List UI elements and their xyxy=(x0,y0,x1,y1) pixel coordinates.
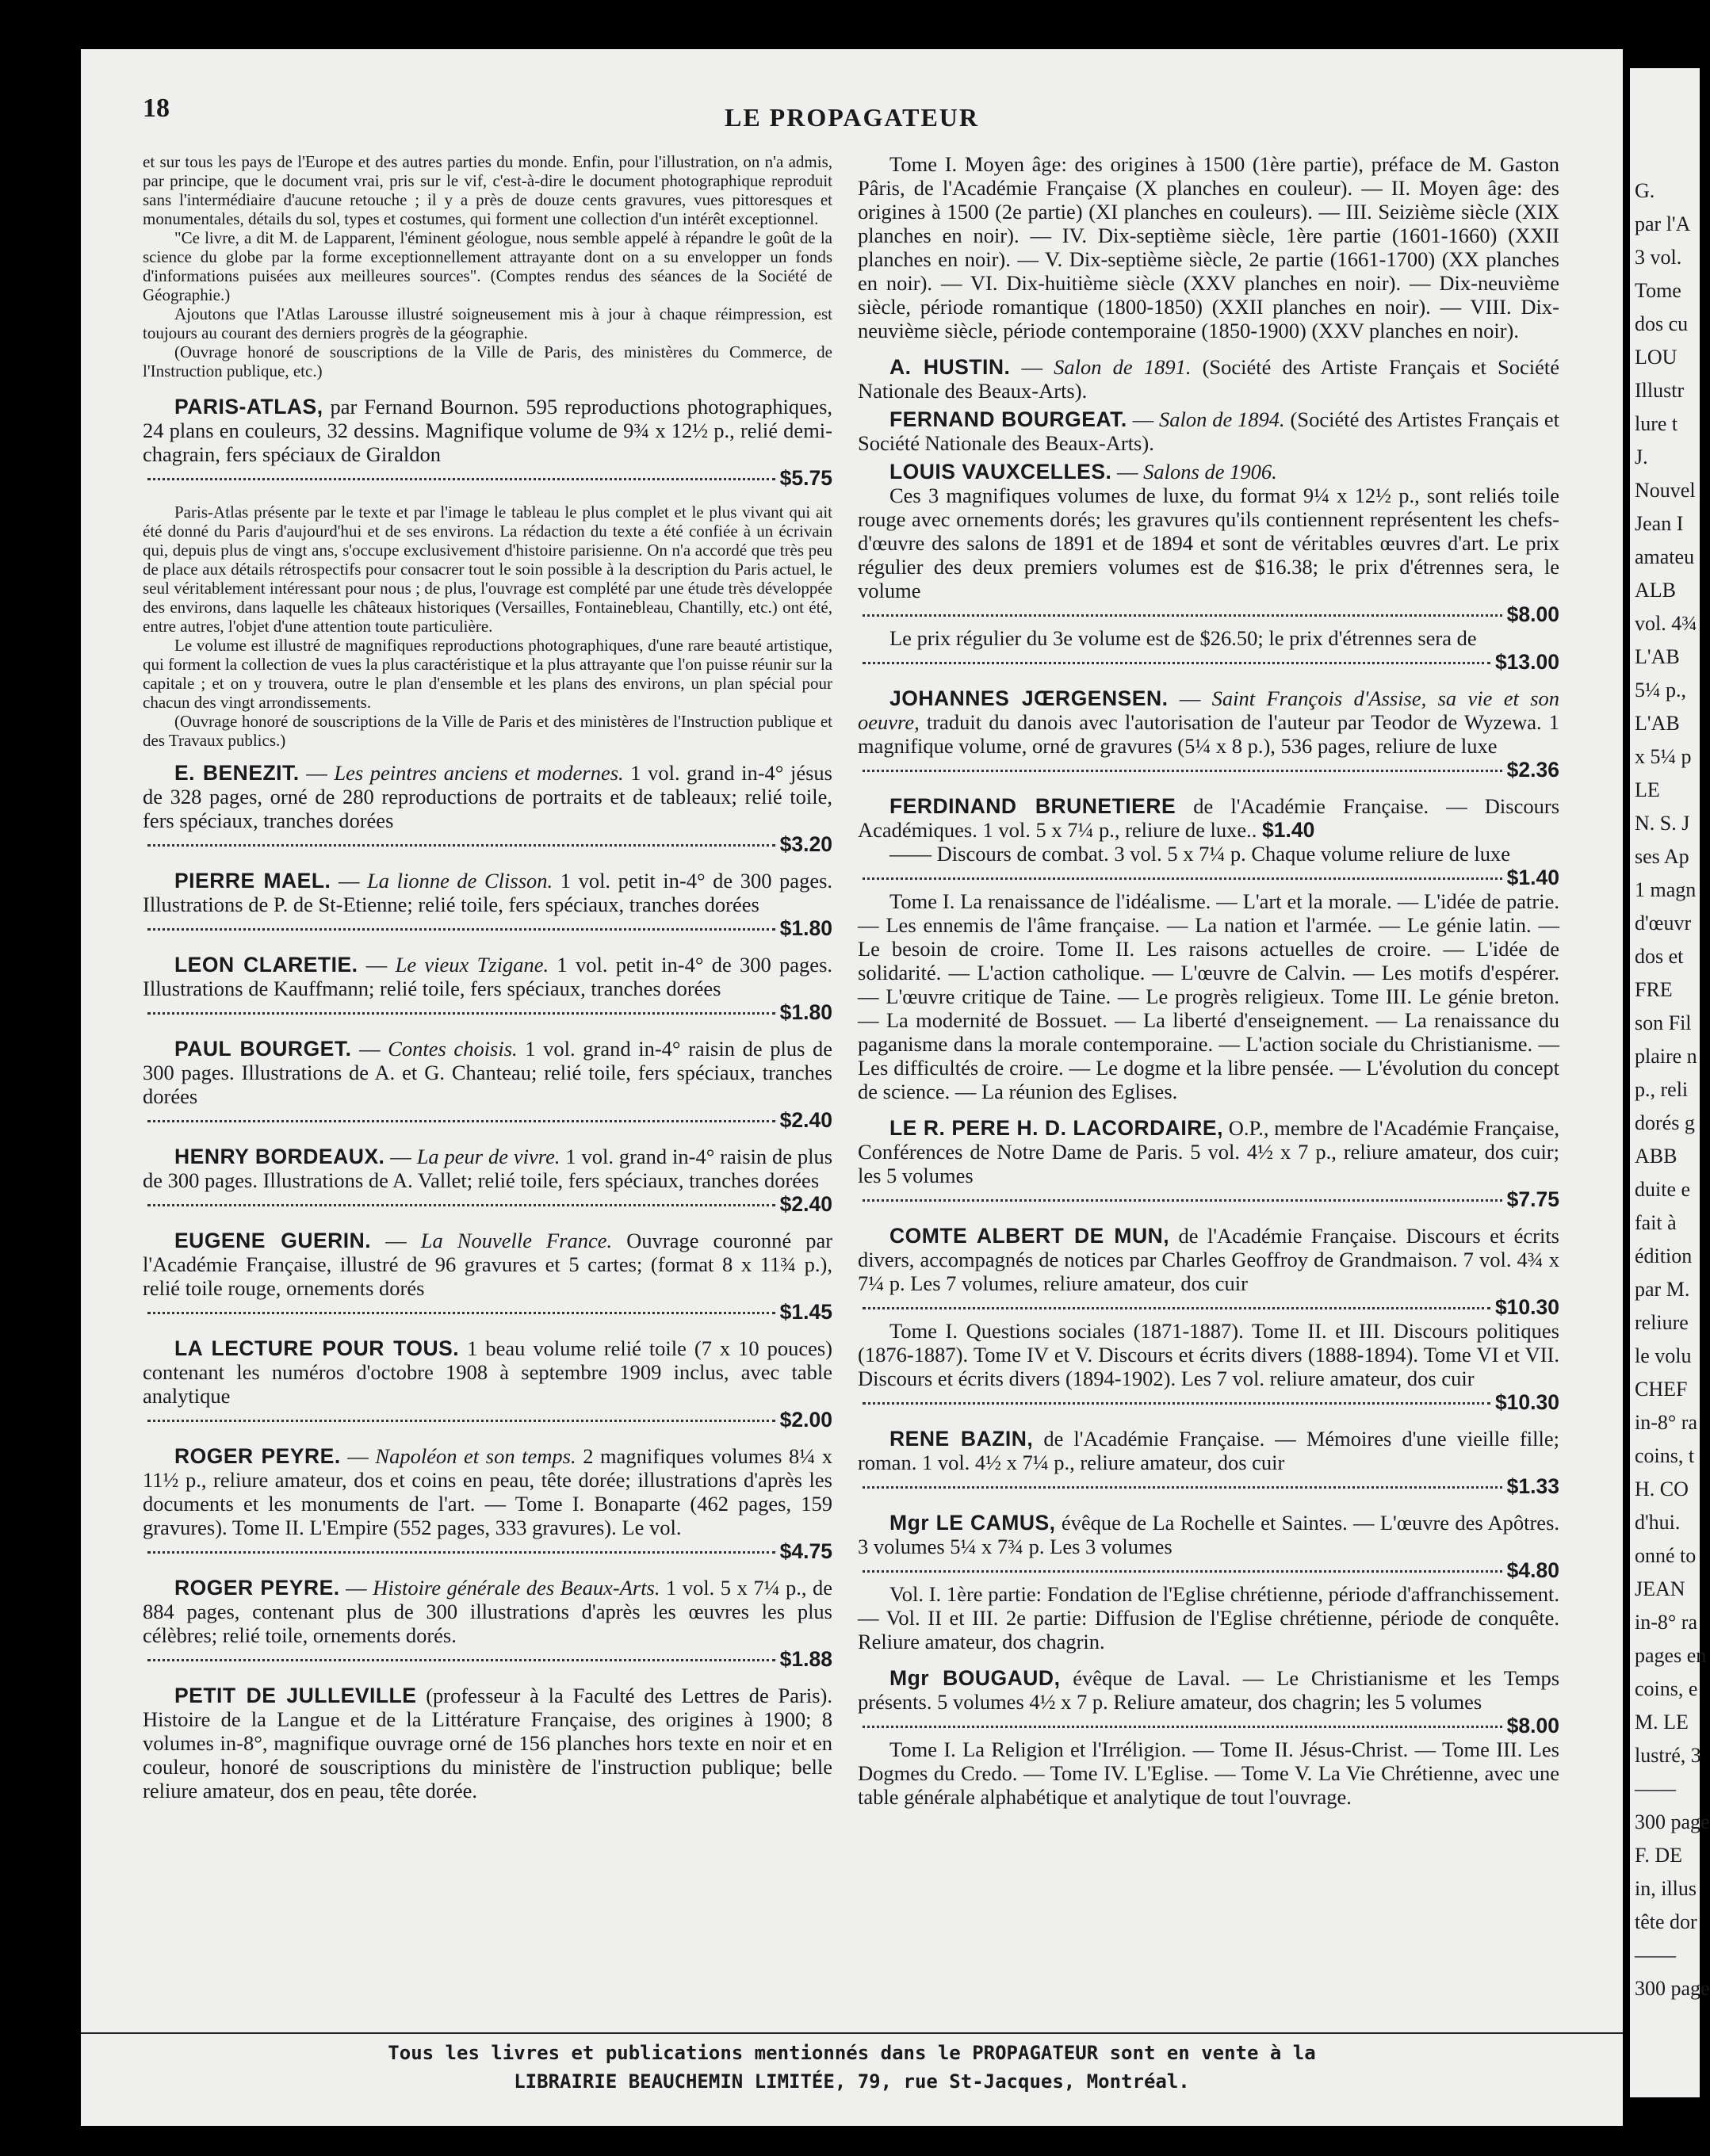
tomes-text: Tome I. Moyen âge: des origines à 1500 (1ère partie), préface de M. Gaston Pâris, de l'Académie Française (X planches en couleur). — II. Moyen âge: des origines à 1500 (2e partie) (XI planches en couleurs). — III. Seizième siècle (XIX planches en noir). — IV. Dix-septième siècle, 1ère partie (1601-1660) (XXII planches en noir). — V. Dix-septième siècle, 2e partie (1661-1700) (XX planches en noir). — VI. Dix-huitième siècle (XXV planches en noir). — Dix-neuvième siècle, période romantique (1800-1850) (XXII planches en noir). — VIII. Dix-neuvième siècle, période contemporaine (1850-1900) (XXV planches en noir). xyxy=(858,152,1559,342)
entry-text: 1 vol. 5 x 7¼ p., de 884 pages, contenant plus de 300 illustrations d'après les œuvres les plus célèbres; relié toile, ornements dorés. xyxy=(143,1576,833,1647)
book-title: La peur de vivre. xyxy=(416,1145,560,1168)
book-entry: ROGER PEYRE. — Histoire générale des Beaux-Arts. 1 vol. 5 x 7¼ p., de 884 pages, contenant plus de 300 illustrations d'après les œuvres les plus célèbres; relié toile, ornements dorés. $1.88 xyxy=(143,1576,833,1671)
price: $4.75 xyxy=(779,1539,832,1563)
footer-line: LIBRAIRIE BEAUCHEMIN LIMITÉE, 79, rue St-Jacques, Montréal. xyxy=(514,2070,1190,2093)
entry-text: de l'Académie Française. Discours et écrits divers, accompagnés de notices par Charles Geoffroy de Grandmaison. 7 vol. 4¾ x 7¼ p. Les 7 volumes, reliure amateur, dos cuir xyxy=(858,1224,1559,1295)
next-page-fragment: coins, e xyxy=(1635,1677,1698,1700)
book-title: Salons de 1906. xyxy=(1143,460,1277,484)
desc-paragraph: Le volume est illustré de magnifiques reproductions photographiques, d'une rare beauté artistique, qui forment la collection de vues la plus caractéristique et la plus attrayante que l'on puisse réunir sur la capitale ; et on y trouvera, outre le plan d'ensemble et les plans des environs, un plan spécial pour chacun des vingt arrondissements. xyxy=(143,636,832,712)
tomes-text: Tome I. La Religion et l'Irréligion. — Tome II. Jésus-Christ. — Tome III. Les Dogmes du Credo. — Tome IV. L'Eglise. — Tome V. La Vie Chrétienne, avec une table générale alphabétique et analytique de tout l'ouvrage. xyxy=(858,1737,1559,1809)
price: $13.00 xyxy=(1494,650,1559,674)
next-page-fragment: coins, t xyxy=(1635,1444,1695,1467)
next-page-fragment: Tome xyxy=(1635,279,1681,302)
author-name: PETIT DE JULLEVILLE xyxy=(174,1684,417,1707)
price: $2.00 xyxy=(779,1408,832,1432)
author-name: EUGENE GUERIN. xyxy=(174,1229,372,1252)
book-title: Napoléon et son temps. xyxy=(375,1444,576,1468)
next-page-fragment: édition xyxy=(1635,1244,1693,1267)
author-name: E. BENEZIT. xyxy=(174,761,300,785)
price: $7.75 xyxy=(1506,1187,1559,1211)
price: $10.30 xyxy=(1494,1390,1559,1414)
next-page-fragment: Nouvel xyxy=(1635,479,1696,502)
book-entry: LEON CLARETIE. — Le vieux Tzigane. 1 vol. petit in-4° de 300 pages. Illustrations de Kauffmann; relié toile, fers spéciaux, tranches dorées $1.80 xyxy=(143,953,833,1024)
entry-text: par Fernand Bournon. 595 reproductions photographiques, 24 plans en couleurs, 32 dessins. Magnifique volume de 9¾ x 12½ p., relié demi-chagrain, fers spéciaux de Giraldon xyxy=(143,395,833,466)
page-number: 18 xyxy=(143,94,170,123)
footer-rule xyxy=(81,2032,1623,2034)
book-entry xyxy=(143,395,832,490)
author-name: PIERRE MAEL. xyxy=(174,869,331,893)
next-page-fragment: 3 vol. xyxy=(1635,246,1682,269)
entry-text: 2 magnifiques volumes 8¼ x 11½ p., reliure amateur, dos et coins en peau, tête dorée; illustrations d'après les documents et les monuments de l'art. — Tome I. Bonaparte (462 pages, 159 gravures). Tome II. L'Empire (552 pages, 333 gravures). Le vol. xyxy=(143,1444,833,1539)
next-page-fragment: in-8° ra xyxy=(1635,1411,1697,1434)
price: $4.80 xyxy=(1506,1558,1559,1582)
next-page-fragment: Illustr xyxy=(1635,379,1685,402)
book-entry xyxy=(858,1427,1559,1498)
next-page-fragment: d'hui. xyxy=(1635,1511,1681,1534)
book-entry: JOHANNES JŒRGENSEN. — Saint François d'Assise, sa vie et son oeuvre, traduit du danois avec l'autorisation de l'auteur par Teodor de Wyzewa. 1 magnifique volume, orné de gravures (5¼ x 8 p.), 536 pages, reliure de luxe $2.36 xyxy=(858,686,1560,782)
price: $5.75 xyxy=(779,466,832,490)
next-page-fragment: dorés g xyxy=(1635,1111,1695,1134)
tomes-text: Tome I. Questions sociales (1871-1887). Tome II. et III. Discours politiques (1876-1887). Tome IV et V. Discours et écrits divers (1888-1894). Tome VI et VII. Discours et écrits divers (1894-1902). Les 7 vol. reliure amateur, dos cuir xyxy=(858,1319,1559,1390)
next-page-fragment: LE xyxy=(1635,778,1660,801)
price: $1.33 xyxy=(1506,1474,1559,1498)
book-entry: E. BENEZIT. — Les peintres anciens et modernes. 1 vol. grand in-4° jésus de 328 pages, orné de 280 reproductions de portraits et de tableaux; relié toile, fers spéciaux, tranches dorées $3.20 xyxy=(143,761,832,856)
price: $8.00 xyxy=(1506,602,1559,626)
book-entry: EUGENE GUERIN. — La Nouvelle France. Ouvrage couronné par l'Académie Française, illustré de 96 gravures et 5 cartes; (format 8 x 11¾ p.), relié toile rouge, ornements dorés $1.45 xyxy=(143,1229,833,1324)
next-page-fragment: F. DE xyxy=(1635,1844,1683,1867)
price: $10.30 xyxy=(1494,1295,1559,1319)
next-page-fragment: H. CO xyxy=(1635,1477,1689,1500)
entry-text: traduit du danois avec l'autorisation de l'auteur par Teodor de Wyzewa. 1 magnifique volume, orné de gravures (5¼ x 8 p.), 536 pages, reliure de luxe xyxy=(858,710,1560,758)
price: $2.40 xyxy=(779,1192,832,1216)
next-page-fragment: p., reli xyxy=(1635,1078,1689,1101)
next-page-edge xyxy=(1630,68,1710,2097)
price: $1.40 xyxy=(1262,818,1315,842)
next-page-fragment: ses Ap xyxy=(1635,845,1689,868)
book-title: Salon de 1894. xyxy=(1158,407,1285,431)
author-name: LE R. PERE H. D. LACORDAIRE, xyxy=(889,1116,1223,1140)
paris-atlas-description xyxy=(143,503,832,750)
tomes-list xyxy=(858,152,1559,342)
author-name: HENRY BORDEAUX. xyxy=(174,1145,385,1168)
next-page-fragment: amateu xyxy=(1635,545,1695,568)
next-page-fragment: onné to xyxy=(1635,1544,1697,1567)
next-page-fragment: G. xyxy=(1635,179,1655,202)
author-name: Mgr BOUGAUD, xyxy=(889,1666,1061,1690)
entry-text: —— Discours de combat. 3 vol. 5 x 7¼ p. Chaque volume reliure de luxe xyxy=(889,842,1511,866)
next-page-fragment: in, illus xyxy=(1635,1877,1697,1900)
entry-text: 1 vol. grand in-4° raisin de plus de 300 pages. Illustrations de A. Vallet; relié toile, fers spéciaux, tranches dorées xyxy=(143,1145,833,1192)
intro-paragraph: et sur tous les pays de l'Europe et des autres parties du monde. Enfin, pour l'illustration, on n'a admis, par principe, que le document vrai, pris sur le vif, c'est-à-dire le document photographique reproduit sans l'intermédiaire d'aucune retouche ; il y a près de douze cents gravures, vues pittoresques et monumentales, détails du sol, types et costumes, qui forment une collection d'un intérêt exceptionnel. xyxy=(143,152,832,228)
next-page-fragment: reliure xyxy=(1635,1311,1689,1334)
book-entry: PAUL BOURGET. — Contes choisis. 1 vol. grand in-4° raisin de plus de 300 pages. Illustrations de A. et G. Chanteau; relié toile, fers spéciaux, tranches dorées $2.40 xyxy=(143,1037,833,1132)
next-page-fragment: son Fil xyxy=(1635,1011,1692,1034)
book-entry: A. HUSTIN. — Salon de 1891. (Société des Artiste Français et Société Nationale des Beaux-Arts). xyxy=(858,355,1559,403)
author-name: Mgr LE CAMUS, xyxy=(889,1511,1056,1535)
tomes-text: Vol. I. 1ère partie: Fondation de l'Eglise chrétienne, période d'affranchissement. — Vol. II et III. 2e partie: Diffusion de l'Eglise chrétienne, période de conquête. Reliure amateur, dos chagrin. xyxy=(858,1582,1559,1653)
entry-text: Ces 3 magnifiques volumes de luxe, du format 9¼ x 12½ p., sont reliés toile rouge avec ornements dorés; les gravures qu'ils contiennent représentent les chefs-d'œuvre des salons de 1891 et de 1894 et sont de véritables œuvres d'art. Le prix régulier des deux premiers volumes est de $16.38; le prix d'étrennes sera, le volume xyxy=(858,484,1559,602)
next-page-fragment: J. xyxy=(1635,445,1648,468)
next-page-fragment: plaire n xyxy=(1635,1045,1697,1068)
price: $2.40 xyxy=(779,1108,832,1132)
author-name: RENE BAZIN, xyxy=(889,1427,1034,1451)
book-title: Les peintres anciens et modernes. xyxy=(334,761,624,785)
book-entry xyxy=(858,1224,1559,1414)
next-page-fragment: 300 page xyxy=(1635,1977,1710,2000)
book-entry: FERNAND BOURGEAT. — Salon de 1894. (Société des Artistes Français et Société Nationale des Beaux-Arts). xyxy=(858,407,1560,455)
next-page-fragment: le volu xyxy=(1635,1344,1692,1367)
right-column xyxy=(858,152,1559,1822)
entry-text: 1 vol. petit in-4° de 300 pages. Illustrations de Kauffmann; relié toile, fers spéciaux, tranches dorées xyxy=(143,953,833,1000)
next-page-fragment: fait à xyxy=(1635,1211,1677,1234)
book-title: La Nouvelle France. xyxy=(420,1229,613,1252)
salons-description xyxy=(858,484,1559,674)
next-page-fragment: —— xyxy=(1635,1777,1676,1800)
price: $1.80 xyxy=(779,1000,832,1024)
next-page-fragment: N. S. J xyxy=(1635,812,1690,835)
author-name: FERDINAND BRUNETIERE xyxy=(889,794,1176,818)
author-name: PAUL BOURGET. xyxy=(174,1037,352,1061)
page xyxy=(81,49,1623,2126)
book-entry: ROGER PEYRE. — Napoléon et son temps. 2 magnifiques volumes 8¼ x 11½ p., reliure amateur, dos et coins en peau, tête dorée; illustrations d'après les documents et les monuments de l'art. — Tome I. Bonaparte (462 pages, 159 gravures). Tome II. L'Empire (552 pages, 333 gravures). Le vol. $4.75 xyxy=(143,1444,833,1563)
next-page-fragment: par M. xyxy=(1635,1278,1690,1301)
author-name: LA LECTURE POUR TOUS. xyxy=(174,1336,460,1360)
atlas-intro xyxy=(143,152,832,380)
entry-text: 1 vol. petit in-4° de 300 pages. Illustrations de P. de St-Etienne; relié toile, fers spéciaux, tranches dorées xyxy=(143,869,833,916)
next-page-fragment: 1 magn xyxy=(1635,878,1697,901)
next-page-fragment: in-8° ra xyxy=(1635,1611,1697,1634)
entry-text: O.P., membre de l'Académie Française, Conférences de Notre Dame de Paris. 5 vol. 4½ x 7 p., reliure amateur, dos cuir; les 5 volumes xyxy=(858,1116,1560,1187)
footer xyxy=(81,2039,1623,2096)
next-page-fragment: tête dor xyxy=(1635,1910,1697,1933)
desc-paragraph: Paris-Atlas présente par le texte et par l'image le tableau le plus complet et le plus vivant qui ait été donné du Paris d'aujourd'hui et de ses environs. La rédaction du texte a été confiée à un écrivain qui, depuis plus de vingt ans, s'occupe exclusivement d'histoire parisienne. On n'a accordé que très peu de place aux détails rétrospectifs pour consacrer tout le soin possible à la description du Paris actuel, le seul véritablement intéressant pour nous ; de plus, l'ouvrage est complété par une étude très développée des environs, dans laquelle les châteaux historiques (Versailles, Fontainebleau, Chantilly, etc.) ont été, entre autres, l'objet d'une attention toute particulière. xyxy=(143,503,832,636)
next-page-fragment: duite e xyxy=(1635,1178,1691,1201)
next-page-fragment: lustré, 3 xyxy=(1635,1744,1701,1767)
book-title: Salon de 1891. xyxy=(1054,355,1192,379)
next-page-fragment: vol. 4¾ xyxy=(1635,612,1697,635)
footer-line: Tous les livres et publications mentionnés dans le PROPAGATEUR sont en vente à la xyxy=(388,2042,1316,2064)
book-entry: HENRY BORDEAUX. — La peur de vivre. 1 vol. grand in-4° raisin de plus de 300 pages. Illustrations de A. Vallet; relié toile, fers spéciaux, tranches dorées $2.40 xyxy=(143,1145,833,1216)
book-title: Contes choisis. xyxy=(388,1037,518,1061)
entry-text: (Société des Artistes Français et Société Nationale des Beaux-Arts). xyxy=(858,407,1560,455)
next-page-fragment: FRE xyxy=(1635,978,1673,1001)
price: $3.20 xyxy=(779,832,832,856)
entry-text: 1 vol. grand in-4° jésus de 328 pages, orné de 280 reproductions de portraits et de tableaux; relié toile, fers spéciaux, tranches dorées xyxy=(143,761,832,832)
next-page-fragment: 5¼ p., xyxy=(1635,679,1686,701)
entry-text: Ouvrage couronné par l'Académie Française, illustré de 96 gravures et 5 cartes; (format 8 x 11¾ p.), relié toile rouge, ornements dorés xyxy=(143,1229,833,1300)
entry-text: de l'Académie Française. — Mémoires d'une vieille fille; roman. 1 vol. 4½ x 7¼ p., reliure amateur, dos cuir xyxy=(858,1427,1560,1474)
author-name: A. HUSTIN. xyxy=(889,355,1011,379)
book-entry: LOUIS VAUXCELLES. — Salons de 1906. xyxy=(889,460,1277,484)
next-page-fragment: CHEF xyxy=(1635,1378,1688,1401)
author-name: LOUIS VAUXCELLES. xyxy=(889,460,1112,484)
left-column xyxy=(143,152,832,1815)
next-page-fragment: M. LE xyxy=(1635,1711,1689,1734)
intro-paragraph: Ajoutons que l'Atlas Larousse illustré soigneusement mis à jour à chaque réimpression, est toujours au courant des derniers progrès de la géographie. xyxy=(143,304,832,342)
price: $1.88 xyxy=(779,1647,832,1671)
next-page-fragment: Jean I xyxy=(1635,512,1684,535)
book-entry xyxy=(858,794,1559,1103)
book-title: La lionne de Clisson. xyxy=(367,869,553,893)
price: $1.45 xyxy=(779,1300,832,1324)
next-page-fragment: dos et xyxy=(1635,945,1684,968)
next-page-fragment: d'œuvr xyxy=(1635,912,1692,935)
entry-text: (professeur à la Faculté des Lettres de Paris). Histoire de la Langue et de la Littérature Française, des origines à 1900; 8 volumes in-8°, magnifique ouvrage orné de 156 planches hors texte en noir et en couleur, honoré de souscriptions du ministère de l'instruction publique; belle reliure amateur, dos en peau, tête dorée. xyxy=(143,1684,832,1802)
next-page-fragment: LOU xyxy=(1635,346,1677,369)
next-page-fragment: JEAN xyxy=(1635,1577,1685,1600)
book-title: Le vieux Tzigane. xyxy=(395,953,549,977)
book-entry xyxy=(143,1336,832,1432)
next-page-fragment: —— xyxy=(1635,1944,1676,1967)
next-page-fragment: ALB xyxy=(1635,579,1676,602)
next-page-fragment: L'AB xyxy=(1635,645,1680,668)
author-name: JOHANNES JŒRGENSEN. xyxy=(889,686,1169,710)
entry-text: évêque de La Rochelle et Saintes. — L'œuvre des Apôtres. 3 volumes 5¼ x 7¾ p. Les 3 volumes xyxy=(858,1511,1560,1558)
next-page-fragment: x 5¼ p xyxy=(1635,745,1692,768)
author-name: LEON CLARETIE. xyxy=(174,953,358,977)
entry-text: 1 vol. grand in-4° raisin de plus de 300 pages. Illustrations de A. et G. Chanteau; relié toile, fers spéciaux, tranches dorées xyxy=(143,1037,833,1108)
price: $1.80 xyxy=(779,916,832,940)
next-page-fragment: 300 page xyxy=(1635,1810,1710,1833)
book-entry xyxy=(858,1511,1559,1653)
entry-text: de l'Académie Française. — Discours Académiques. 1 vol. 5 x 7¼ p., reliure de luxe.. xyxy=(858,794,1560,842)
next-page-fragment: par l'A xyxy=(1635,212,1691,235)
author-name: ROGER PEYRE. xyxy=(174,1444,341,1468)
book-entry xyxy=(143,1684,832,1802)
book-title: Saint François d'Assise, sa vie et son oeuvre, xyxy=(858,686,1560,734)
entry-text: évêque de Laval. — Le Christianisme et les Temps présents. 5 volumes 4½ x 7 p. Reliure amateur, dos chagrin; les 5 volumes xyxy=(858,1666,1560,1714)
price: $1.40 xyxy=(1506,866,1559,889)
entry-text: Le prix régulier du 3e volume est de $26.50; le prix d'étrennes sera de xyxy=(889,626,1477,650)
book-title: Histoire générale des Beaux-Arts. xyxy=(373,1576,660,1600)
book-entry: PIERRE MAEL. — La lionne de Clisson. 1 vol. petit in-4° de 300 pages. Illustrations de P. de St-Etienne; relié toile, fers spéciaux, tranches dorées $1.80 xyxy=(143,869,833,940)
next-page-fragment: L'AB xyxy=(1635,712,1680,735)
book-entry xyxy=(858,1116,1559,1211)
book-entry xyxy=(858,1666,1559,1809)
entry-text: (Société des Artiste Français et Société Nationale des Beaux-Arts). xyxy=(858,355,1559,403)
next-page-fragment: lure t xyxy=(1635,412,1678,435)
entry-text: 1 beau volume relié toile (7 x 10 pouces) contenant les numéros d'octobre 1908 à septembre 1909 inclus, avec table analytique xyxy=(143,1336,833,1408)
price: $8.00 xyxy=(1506,1714,1559,1737)
author-name: PARIS-ATLAS, xyxy=(174,395,323,419)
author-name: COMTE ALBERT DE MUN, xyxy=(889,1224,1170,1248)
author-name: FERNAND BOURGEAT. xyxy=(889,407,1127,431)
next-page-fragment: pages en xyxy=(1635,1644,1707,1667)
intro-paragraph: (Ouvrage honoré de souscriptions de la Ville de Paris, des ministères du Commerce, de l'Instruction publique, etc.) xyxy=(143,342,832,380)
tomes-text: Tome I. La renaissance de l'idéalisme. — L'art et la morale. — L'idée de patrie. — Les ennemis de l'âme française. — La nation et l'armée. — Le génie latin. — Le besoin de croire. Tome II. Les raisons actuelles de croire. — L'idée de solidarité. — L'action catholique. — L'œuvre de Calvin. — Les motifs d'espérer. — L'œuvre critique de Taine. — Le progrès religieux. Tome III. Le génie breton. — La modernité de Bossuet. — La liberté d'enseignement. — La renaissance du paganisme dans la morale contemporaine. — L'action sociale du Christianisme. — Les difficultés de croire. — Le dogme et la libre pensée. — L'évolution du concept de science. — La réunion des Eglises. xyxy=(858,889,1559,1103)
intro-paragraph: "Ce livre, a dit M. de Lapparent, l'éminent géologue, nous semble appelé à répandre le goût de la science du globe par la forme exceptionnellement attrayante dont on a su envelopper un fonds d'informations puisées aux meilleures sources". (Comptes rendus des séances de la Société de Géographie.) xyxy=(143,228,832,304)
page-title: LE PROPAGATEUR xyxy=(724,103,980,132)
price: $2.36 xyxy=(1506,758,1559,782)
next-page-fragment: dos cu xyxy=(1635,312,1689,335)
next-page-fragment: ABB xyxy=(1635,1145,1677,1168)
desc-paragraph: (Ouvrage honoré de souscriptions de la Ville de Paris et des ministères de l'Instruction publique et des Travaux publics.) xyxy=(143,712,832,750)
author-name: ROGER PEYRE. xyxy=(174,1576,340,1600)
